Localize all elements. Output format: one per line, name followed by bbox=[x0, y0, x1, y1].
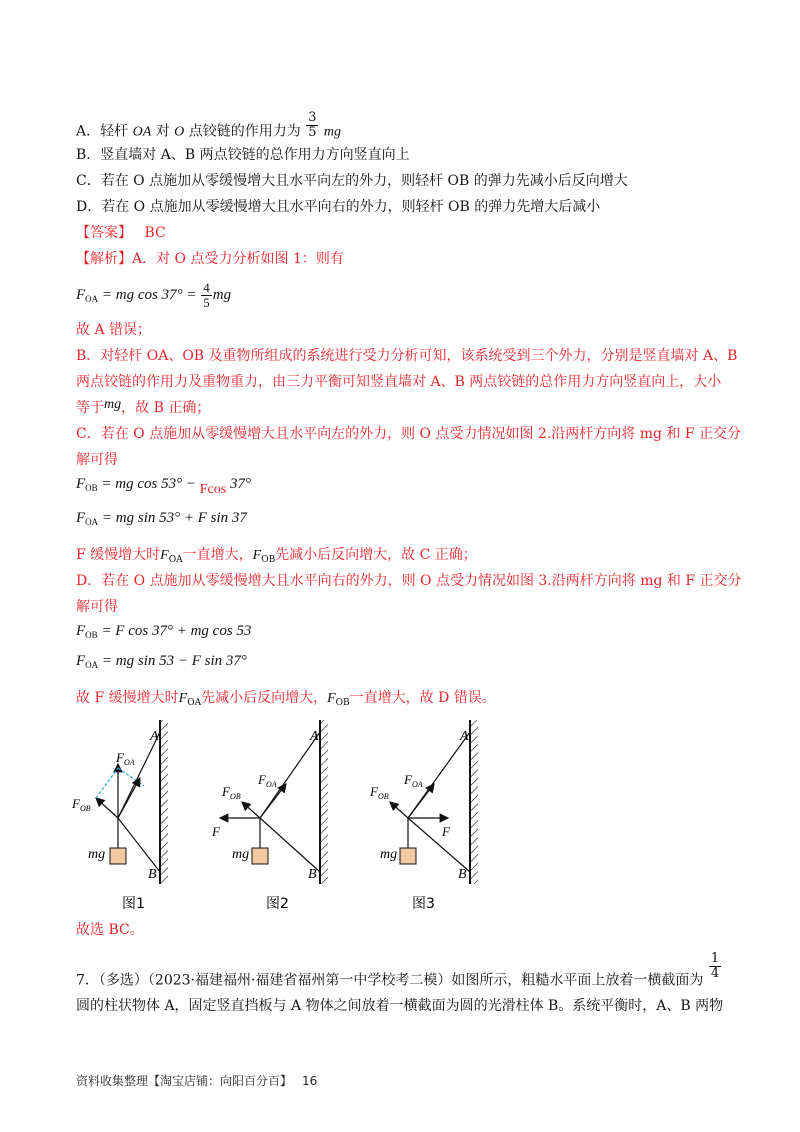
caption-fig-3: 图3 bbox=[412, 896, 435, 912]
label-f: F bbox=[442, 824, 450, 839]
c-concl-mid: 一直增大， bbox=[182, 547, 253, 563]
option-a-oa: OA bbox=[132, 124, 152, 140]
label-fob-f: F bbox=[72, 796, 80, 811]
arrow-fob bbox=[390, 802, 408, 818]
eq-body: = mg cos 37° = bbox=[98, 286, 201, 303]
b-line-3-post: ，故 B 正确； bbox=[121, 400, 211, 416]
eq-subscript: OA bbox=[85, 517, 99, 527]
c-concl-f1-sub: OA bbox=[168, 555, 183, 565]
label-mg: mg bbox=[232, 847, 250, 862]
label-fob bbox=[221, 784, 241, 801]
label-a: A bbox=[460, 729, 469, 744]
arrow-foa bbox=[260, 784, 286, 818]
fraction-denominator: 4 bbox=[710, 966, 720, 981]
option-b: B．竖直墙对 A、B 两点铰链的总作用力方向竖直向上 bbox=[76, 147, 410, 163]
dash-line-1 bbox=[118, 768, 144, 786]
eq-subscript: OA bbox=[85, 660, 99, 670]
eq-symbol: F bbox=[76, 510, 86, 526]
footer-text: 资料收集整理【淘宝店铺：向阳百分百】 bbox=[76, 1074, 293, 1088]
label-fob bbox=[71, 796, 91, 813]
eq-end: 37° bbox=[226, 476, 251, 492]
option-a-fraction bbox=[306, 111, 318, 140]
arrow-resultant bbox=[118, 778, 140, 818]
c-concl-post: 先减小后反向增大，故 C 正确； bbox=[275, 547, 477, 563]
caption-fig-1: 图1 bbox=[122, 896, 145, 912]
eq-symbol: F bbox=[76, 623, 86, 639]
option-a-mg: mg bbox=[323, 124, 342, 140]
option-a bbox=[76, 110, 342, 146]
eq-symbol: F bbox=[76, 286, 86, 303]
rod-ob bbox=[260, 818, 320, 872]
label-foa-f: F bbox=[116, 750, 124, 765]
label-a: A bbox=[310, 729, 319, 744]
c-concl-f2: F bbox=[252, 548, 262, 563]
eq-body: = mg sin 53 − F sin 37° bbox=[98, 653, 247, 669]
eq-subscript: OB bbox=[85, 483, 98, 493]
d-line-1: D．若在 O 点施加从零缓慢增大且水平向右的外力，则 O 点受力情况如图 3.沿两杆方向将 mg 和 F 正交分 bbox=[76, 573, 742, 589]
analysis-intro-text: A．对 O 点受力分析如图 1：则有 bbox=[132, 251, 344, 267]
analysis-intro bbox=[76, 249, 344, 269]
label-foa-f: F bbox=[258, 772, 266, 787]
b-line-2: 两点铰链的作用力及重物重力，由三力平衡可知竖直墙对 A、B 两点铰链的总作用力方向竖直向上，大小 bbox=[76, 374, 722, 390]
eq-symbol: F bbox=[76, 653, 86, 669]
label-foa bbox=[115, 750, 135, 767]
d-concl-f2-sub: OB bbox=[335, 698, 350, 708]
label-fob bbox=[369, 784, 389, 801]
eq-body: = mg sin 53° + F sin 37 bbox=[98, 510, 247, 526]
b-line-1: B．对轻杆 OA、OB 及重物所组成的系统进行受力分析可知，该系统受到三个外力，分别是竖直墙对 A、B bbox=[76, 348, 738, 364]
page-number: 16 bbox=[302, 1074, 318, 1088]
answer-label: 【答案】 bbox=[76, 225, 132, 241]
label-foa bbox=[257, 772, 277, 789]
option-a-mid: 对 bbox=[155, 123, 170, 140]
c-conclusion bbox=[76, 545, 477, 570]
arrow-foa bbox=[408, 784, 434, 818]
caption-fig-2: 图2 bbox=[266, 896, 289, 912]
analysis-label: 【解析】 bbox=[76, 251, 132, 267]
label-foa-f: F bbox=[404, 772, 412, 787]
c-line-1: C．若在 O 点施加从零缓慢增大且水平向左的外力，则 O 点受力情况如图 2.沿两杆方向将 mg 和 F 正交分 bbox=[76, 426, 742, 442]
fraction-denominator: 5 bbox=[203, 295, 210, 310]
choose-line: 故选 BC。 bbox=[76, 922, 144, 938]
weight-block bbox=[110, 848, 126, 864]
d-line-2: 解可得 bbox=[76, 599, 118, 615]
force-diagrams bbox=[60, 712, 500, 912]
d-concl-mid: 先减小后反向增大， bbox=[201, 690, 328, 706]
equation-fob-d bbox=[76, 623, 251, 640]
c-concl-pre: F 缓慢增大时 bbox=[76, 547, 161, 563]
page-footer bbox=[76, 1072, 317, 1089]
q7-line-1-text: 7．（多选）（2023·福建福州·福建省福州第一中学校考二模）如图所示，粗糙水平面上放着一横截面为 bbox=[76, 972, 704, 989]
dash-line-2 bbox=[96, 768, 118, 798]
rod-oa bbox=[260, 732, 320, 818]
answer-line bbox=[76, 223, 166, 243]
d-concl-f1-sub: OA bbox=[187, 698, 202, 708]
c-line-2: 解可得 bbox=[76, 452, 118, 468]
eq-end: mg bbox=[212, 286, 232, 303]
figure-2 bbox=[211, 720, 328, 884]
label-fob-f: F bbox=[222, 784, 230, 799]
c-concl-f1: F bbox=[160, 548, 169, 563]
option-d: D．若在 O 点施加从零缓慢增大且水平向右的外力，则轻杆 OB 的弹力先增大后减小 bbox=[76, 199, 601, 215]
wall-hatch bbox=[321, 720, 328, 884]
wall-hatch bbox=[471, 720, 478, 884]
option-c: C．若在 O 点施加从零缓慢增大且水平向左的外力，则轻杆 OB 的弹力先减小后反向增大 bbox=[76, 173, 628, 189]
fraction-numerator: 1 bbox=[710, 951, 720, 966]
option-a-o: O bbox=[174, 124, 185, 140]
arrow-fob bbox=[96, 798, 118, 818]
weight-block bbox=[400, 848, 416, 864]
label-a: A bbox=[150, 729, 159, 744]
label-f: F bbox=[212, 824, 220, 839]
label-fob-sub: OB bbox=[79, 804, 91, 813]
d-concl-post: 一直增大，故 D 错误。 bbox=[349, 690, 496, 706]
label-foa bbox=[403, 772, 423, 789]
fraction-numerator: 4 bbox=[203, 280, 210, 295]
label-fob-sub: OB bbox=[229, 792, 241, 801]
label-b: B bbox=[308, 867, 317, 882]
equation-foa-d bbox=[76, 653, 247, 670]
figure-3 bbox=[369, 720, 478, 884]
label-mg: mg bbox=[380, 847, 398, 862]
d-concl-f1: F bbox=[178, 691, 188, 706]
figure-1 bbox=[71, 720, 168, 884]
d-conclusion bbox=[76, 688, 496, 713]
option-a-prefix: A．轻杆 bbox=[76, 123, 129, 140]
eq-body: = mg cos 53° − bbox=[97, 476, 200, 492]
eq1-fraction bbox=[201, 281, 212, 310]
label-fob-f: F bbox=[370, 784, 378, 799]
fraction-denominator: 5 bbox=[308, 125, 317, 140]
weight-block bbox=[252, 848, 268, 864]
arrow-fob bbox=[242, 802, 260, 818]
c-concl-f2-sub: OB bbox=[261, 555, 276, 565]
eq-red-term: Fcos bbox=[199, 482, 227, 497]
b-line-3-mg: mg bbox=[104, 397, 122, 412]
q7-line-1 bbox=[76, 951, 722, 995]
b-line-3-pre: 等于 bbox=[76, 400, 104, 416]
answer-value: BC bbox=[144, 225, 166, 241]
label-b: B bbox=[458, 867, 467, 882]
eq-subscript: OA bbox=[85, 293, 99, 304]
eq-symbol: F bbox=[76, 476, 86, 492]
label-foa-sub: OA bbox=[265, 780, 277, 789]
a-wrong: 故 A 错误； bbox=[76, 322, 152, 338]
rod-oa bbox=[118, 732, 160, 818]
q7-fraction bbox=[709, 952, 721, 981]
q7-line-2: 圆的柱状物体 A，固定竖直挡板与 A 物体之间放着一横截面为圆的光滑柱体 B。系统平衡时，A、B 两物 bbox=[76, 998, 724, 1014]
label-fob-sub: OB bbox=[377, 792, 389, 801]
d-concl-pre: 故 F 缓慢增大时 bbox=[76, 690, 179, 706]
b-line-3 bbox=[76, 398, 210, 419]
eq-subscript: OB bbox=[85, 630, 98, 640]
label-foa-sub: OA bbox=[123, 758, 135, 767]
label-mg: mg bbox=[88, 847, 106, 862]
eq-body: = F cos 37° + mg cos 53 bbox=[97, 623, 252, 639]
wall-hatch bbox=[161, 720, 168, 884]
label-b: B bbox=[148, 867, 157, 882]
equation-fob-c bbox=[76, 476, 251, 497]
label-foa-sub: OA bbox=[411, 780, 423, 789]
equation-foa-c bbox=[76, 510, 247, 527]
option-a-post: 点铰链的作用力为 bbox=[188, 123, 301, 140]
rod-ob bbox=[408, 818, 470, 872]
d-concl-f2: F bbox=[327, 691, 336, 706]
fraction-numerator: 3 bbox=[308, 110, 317, 125]
equation-foa-1 bbox=[76, 281, 231, 310]
